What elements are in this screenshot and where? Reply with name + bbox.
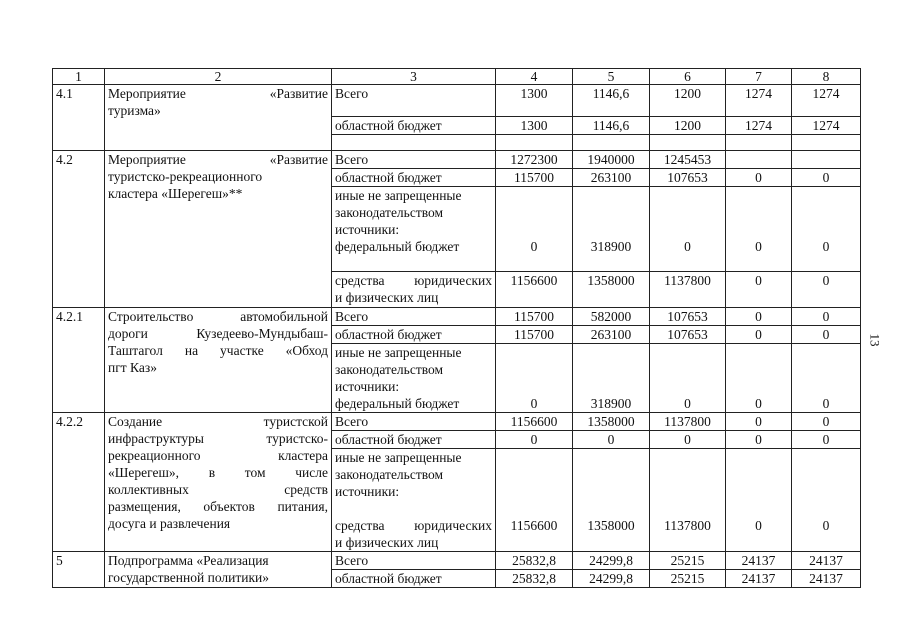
- value-cell: 318900: [573, 344, 650, 413]
- source-cell: Всего: [332, 85, 496, 117]
- value-cell: 25832,8: [496, 570, 573, 588]
- header-cell: 1: [53, 69, 105, 85]
- value-cell: 1358000: [573, 272, 650, 308]
- value-cell: 24299,8: [573, 552, 650, 570]
- value-cell: 0: [726, 431, 792, 449]
- row-id: 4.2.1: [53, 308, 105, 413]
- source-cell: Всего: [332, 308, 496, 326]
- value-cell: 318900: [573, 187, 650, 272]
- value-cell: 1137800: [650, 413, 726, 431]
- value-cell: [726, 151, 792, 169]
- value-cell: 1146,6: [573, 85, 650, 117]
- row-name: Строительство автомобильной дороги Кузедеево-Мундыбаш- Таштагол на участке «Обход пгт Каз»: [105, 308, 332, 413]
- source-cell: Всего: [332, 151, 496, 169]
- header-cell: 5: [573, 69, 650, 85]
- table-row: [53, 85, 861, 117]
- value-cell: 1940000: [573, 151, 650, 169]
- source-cell: иные не запрещенные законодательством источники: федеральный бюджет: [332, 187, 496, 272]
- value-cell: 0: [792, 169, 861, 187]
- header-cell: 6: [650, 69, 726, 85]
- value-cell: 0: [792, 187, 861, 272]
- value-cell: 0: [792, 344, 861, 413]
- row-id: 5: [53, 552, 105, 588]
- value-cell: 24137: [726, 552, 792, 570]
- value-cell: 0: [792, 326, 861, 344]
- value-cell: 0: [726, 344, 792, 413]
- value-cell: 24137: [792, 570, 861, 588]
- source-cell: средства юридических и физических лиц: [332, 272, 496, 308]
- source-cell: иные не запрещенные законодательством источники: федеральный бюджет: [332, 344, 496, 413]
- value-cell: 1274: [726, 85, 792, 117]
- value-cell: 25215: [650, 570, 726, 588]
- value-cell: 1200: [650, 85, 726, 117]
- value-cell: 0: [573, 431, 650, 449]
- value-cell: 1156600: [496, 449, 573, 552]
- header-cell: 8: [792, 69, 861, 85]
- row-id: 4.1: [53, 85, 105, 151]
- value-cell: 582000: [573, 308, 650, 326]
- source-cell: иные не запрещенные законодательством источники: средства юридических и физических лиц: [332, 449, 496, 552]
- value-cell: 0: [650, 344, 726, 413]
- value-cell: 1274: [726, 117, 792, 135]
- table-row: [53, 552, 861, 570]
- value-cell: 24299,8: [573, 570, 650, 588]
- header-row: [53, 69, 861, 85]
- source-cell: областной бюджет: [332, 431, 496, 449]
- header-cell: 2: [105, 69, 332, 85]
- source-cell: областной бюджет: [332, 570, 496, 588]
- value-cell: 1358000: [573, 449, 650, 552]
- row-name: Мероприятие «Развитие туризма»: [105, 85, 332, 151]
- value-cell: 1274: [792, 117, 861, 135]
- value-cell: 115700: [496, 326, 573, 344]
- value-cell: 263100: [573, 326, 650, 344]
- value-cell: 24137: [726, 570, 792, 588]
- value-cell: 263100: [573, 169, 650, 187]
- row-name: Подпрограмма «Реализация государственной политики»: [105, 552, 332, 588]
- value-cell: 1156600: [496, 413, 573, 431]
- value-cell: 1200: [650, 117, 726, 135]
- value-cell: 107653: [650, 169, 726, 187]
- value-cell: 0: [650, 187, 726, 272]
- table-row: [53, 151, 861, 169]
- table-row: [53, 413, 861, 431]
- value-cell: 107653: [650, 326, 726, 344]
- source-cell: областной бюджет: [332, 117, 496, 135]
- source-cell: Всего: [332, 552, 496, 570]
- value-cell: 25832,8: [496, 552, 573, 570]
- value-cell: 115700: [496, 308, 573, 326]
- value-cell: 0: [726, 187, 792, 272]
- value-cell: 0: [496, 344, 573, 413]
- value-cell: 0: [726, 169, 792, 187]
- value-cell: 0: [726, 326, 792, 344]
- value-cell: 1300: [496, 117, 573, 135]
- budget-table: [52, 68, 861, 588]
- row-id: 4.2.2: [53, 413, 105, 552]
- value-cell: 0: [792, 449, 861, 552]
- value-cell: 115700: [496, 169, 573, 187]
- value-cell: 0: [650, 431, 726, 449]
- value-cell: 25215: [650, 552, 726, 570]
- row-name: Создание туристской инфраструктуры туристско- рекреационного кластера «Шерегеш», в том числе коллективных средств размещения, объектов питания, досуга и развлечения: [105, 413, 332, 552]
- value-cell: 1137800: [650, 449, 726, 552]
- source-cell: областной бюджет: [332, 169, 496, 187]
- value-cell: 107653: [650, 308, 726, 326]
- value-cell: 0: [496, 431, 573, 449]
- value-cell: 1146,6: [573, 117, 650, 135]
- value-cell: 1245453: [650, 151, 726, 169]
- value-cell: 0: [726, 449, 792, 552]
- value-cell: 0: [726, 272, 792, 308]
- row-id: 4.2: [53, 151, 105, 308]
- source-cell: областной бюджет: [332, 326, 496, 344]
- value-cell: 1358000: [573, 413, 650, 431]
- value-cell: 1272300: [496, 151, 573, 169]
- table-row: [53, 308, 861, 326]
- value-cell: 1300: [496, 85, 573, 117]
- value-cell: 1137800: [650, 272, 726, 308]
- source-cell: Всего: [332, 413, 496, 431]
- value-cell: 0: [792, 431, 861, 449]
- value-cell: 0: [726, 413, 792, 431]
- header-cell: 3: [332, 69, 496, 85]
- value-cell: 0: [792, 308, 861, 326]
- page-number: 13: [867, 333, 883, 347]
- value-cell: [792, 151, 861, 169]
- row-name: Мероприятие «Развитие туристско-рекреационного кластера «Шерегеш»**: [105, 151, 332, 308]
- header-cell: 7: [726, 69, 792, 85]
- header-cell: 4: [496, 69, 573, 85]
- value-cell: 0: [792, 413, 861, 431]
- value-cell: 0: [496, 187, 573, 272]
- value-cell: 1274: [792, 85, 861, 117]
- value-cell: 0: [792, 272, 861, 308]
- value-cell: 1156600: [496, 272, 573, 308]
- value-cell: 0: [726, 308, 792, 326]
- value-cell: 24137: [792, 552, 861, 570]
